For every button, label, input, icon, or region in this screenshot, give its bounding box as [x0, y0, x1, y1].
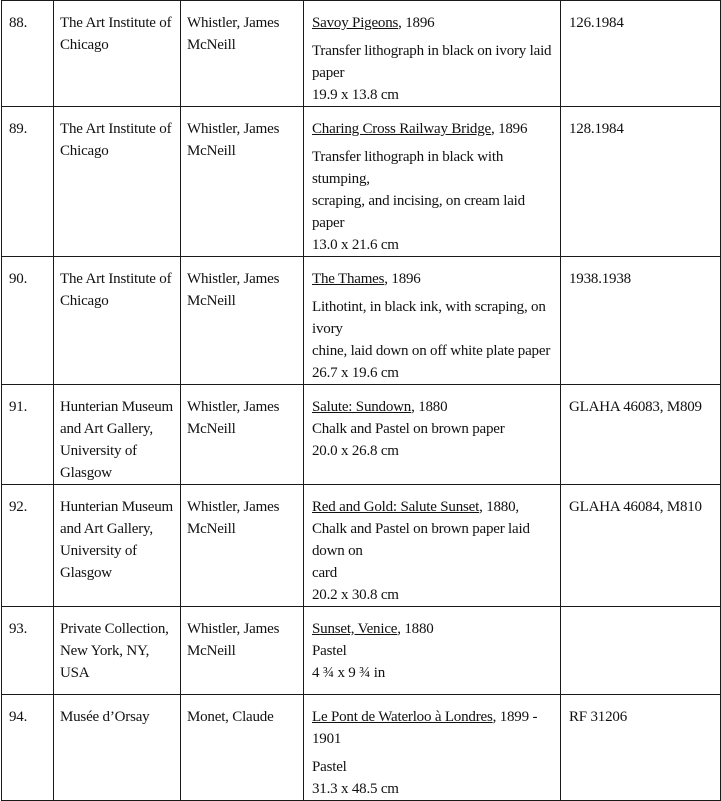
location-line: New York, NY, USA — [60, 643, 150, 681]
catalog-number: 94. — [2, 695, 54, 801]
artist-cell — [181, 107, 304, 257]
medium-line: Lithotint, in black ink, with scraping, on ivory — [312, 299, 546, 337]
artwork-dimensions: 4 ¾ x 9 ¾ in — [312, 665, 386, 681]
location-line: Musée d’Orsay — [60, 709, 150, 725]
artwork-title-line — [312, 396, 554, 418]
artist-cell — [181, 485, 304, 607]
table-row — [2, 385, 721, 485]
accession-number: 126.1984 — [561, 1, 721, 107]
artwork-title: Le Pont de Waterloo à Londres — [312, 709, 493, 725]
artwork-cell — [304, 607, 561, 695]
location-line: The Art Institute of — [60, 15, 172, 31]
artwork-title: Red and Gold: Salute Sunset — [312, 499, 480, 515]
artwork-title: Sunset, Venice — [312, 621, 398, 637]
location-line: and Art Gallery, — [60, 521, 153, 537]
artwork-title-line — [312, 118, 554, 140]
table-row — [2, 257, 721, 385]
location-line: The Art Institute of — [60, 271, 172, 287]
artwork-medium — [312, 418, 554, 462]
artist-line: Monet, Claude — [187, 709, 274, 725]
artwork-date: , 1896 — [398, 15, 435, 31]
artwork-medium — [312, 756, 554, 800]
location-line: Chicago — [60, 143, 109, 159]
artwork-date: , 1896 — [384, 271, 421, 287]
table-row — [2, 107, 721, 257]
artist-line: Whistler, James — [187, 499, 280, 515]
artist-cell — [181, 257, 304, 385]
location-line: University of Glasgow — [60, 443, 137, 481]
medium-line: Transfer lithograph in black with stumping, — [312, 149, 504, 187]
artist-line: McNeill — [187, 143, 236, 159]
artwork-date: , 1880 — [411, 399, 448, 415]
artwork-date: , 1899 - 1901 — [312, 709, 538, 747]
location-cell — [54, 107, 181, 257]
medium-line: Transfer lithograph in black on ivory laid paper — [312, 43, 552, 81]
artwork-cell — [304, 695, 561, 801]
location-line: The Art Institute of — [60, 121, 172, 137]
accession-number: 1938.1938 — [561, 257, 721, 385]
artist-line: Whistler, James — [187, 399, 280, 415]
artwork-medium — [312, 518, 554, 606]
artwork-date: , 1896 — [490, 121, 528, 137]
location-cell — [54, 257, 181, 385]
artist-line: McNeill — [187, 521, 236, 537]
catalog-number: 88. — [2, 1, 54, 107]
artwork-cell — [304, 485, 561, 607]
artwork-cell — [304, 1, 561, 107]
artist-line: McNeill — [187, 421, 236, 437]
location-cell — [54, 1, 181, 107]
artwork-medium — [312, 296, 554, 384]
artwork-cell — [304, 257, 561, 385]
artist-line: Whistler, James — [187, 15, 280, 31]
catalog-number: 89. — [2, 107, 54, 257]
artwork-date: , 1880, — [479, 499, 519, 515]
artist-cell — [181, 695, 304, 801]
artwork-dimensions: 19.9 x 13.8 cm — [312, 87, 399, 103]
location-line: Hunterian Museum — [60, 399, 174, 415]
location-line: and Art Gallery, — [60, 421, 153, 437]
artist-line: McNeill — [187, 293, 236, 309]
artist-line: Whistler, James — [187, 621, 280, 637]
artwork-title-line — [312, 706, 554, 750]
accession-number: GLAHA 46083, M809 — [561, 385, 721, 485]
catalog-number: 92. — [2, 485, 54, 607]
artist-line: Whistler, James — [187, 271, 280, 287]
artwork-table — [1, 0, 721, 801]
table-row — [2, 607, 721, 695]
table-row — [2, 1, 721, 107]
medium-line: Pastel — [312, 643, 347, 659]
artwork-dimensions: 20.0 x 26.8 cm — [312, 443, 399, 459]
artist-cell — [181, 385, 304, 485]
location-line: Private Collection, — [60, 621, 169, 637]
location-line: Chicago — [60, 37, 109, 53]
location-cell — [54, 607, 181, 695]
artwork-medium — [312, 40, 554, 106]
artwork-title: The Thames — [312, 271, 385, 287]
medium-line: card — [312, 565, 338, 581]
artist-cell — [181, 1, 304, 107]
artwork-title-line — [312, 268, 554, 290]
accession-number — [561, 607, 721, 695]
location-cell — [54, 385, 181, 485]
artwork-title-line — [312, 496, 554, 518]
artwork-dimensions: 31.3 x 48.5 cm — [312, 781, 399, 797]
accession-number: 128.1984 — [561, 107, 721, 257]
artwork-dimensions: 13.0 x 21.6 cm — [312, 237, 399, 253]
medium-line: Chalk and Pastel on brown paper laid down on — [312, 521, 530, 559]
artwork-cell — [304, 385, 561, 485]
location-line: Chicago — [60, 293, 109, 309]
accession-number: RF 31206 — [561, 695, 721, 801]
artist-line: McNeill — [187, 643, 236, 659]
artist-cell — [181, 607, 304, 695]
location-cell — [54, 695, 181, 801]
artwork-title: Salute: Sundown — [312, 399, 412, 415]
catalog-number: 91. — [2, 385, 54, 485]
artwork-dimensions: 26.7 x 19.6 cm — [312, 365, 399, 381]
catalog-number: 90. — [2, 257, 54, 385]
artwork-title: Savoy Pigeons — [312, 15, 399, 31]
artwork-medium — [312, 146, 554, 256]
artwork-medium — [312, 640, 554, 684]
medium-line: Chalk and Pastel on brown paper — [312, 421, 505, 437]
artwork-cell — [304, 107, 561, 257]
artist-line: McNeill — [187, 37, 236, 53]
medium-line: chine, laid down on off white plate paper — [312, 343, 551, 359]
catalog-number: 93. — [2, 607, 54, 695]
artwork-dimensions: 20.2 x 30.8 cm — [312, 587, 399, 603]
artwork-date: , 1880 — [397, 621, 434, 637]
location-line: University of Glasgow — [60, 543, 137, 581]
artist-line: Whistler, James — [187, 121, 280, 137]
table-row — [2, 485, 721, 607]
medium-line: Pastel — [312, 759, 347, 775]
location-line: Hunterian Museum — [60, 499, 174, 515]
location-cell — [54, 485, 181, 607]
artwork-title-line — [312, 618, 554, 640]
medium-line: scraping, and incising, on cream laid paper — [312, 193, 525, 231]
artwork-title-line — [312, 12, 554, 34]
artwork-title: Charing Cross Railway Bridge — [312, 121, 491, 137]
accession-number: GLAHA 46084, M810 — [561, 485, 721, 607]
table-row — [2, 695, 721, 801]
